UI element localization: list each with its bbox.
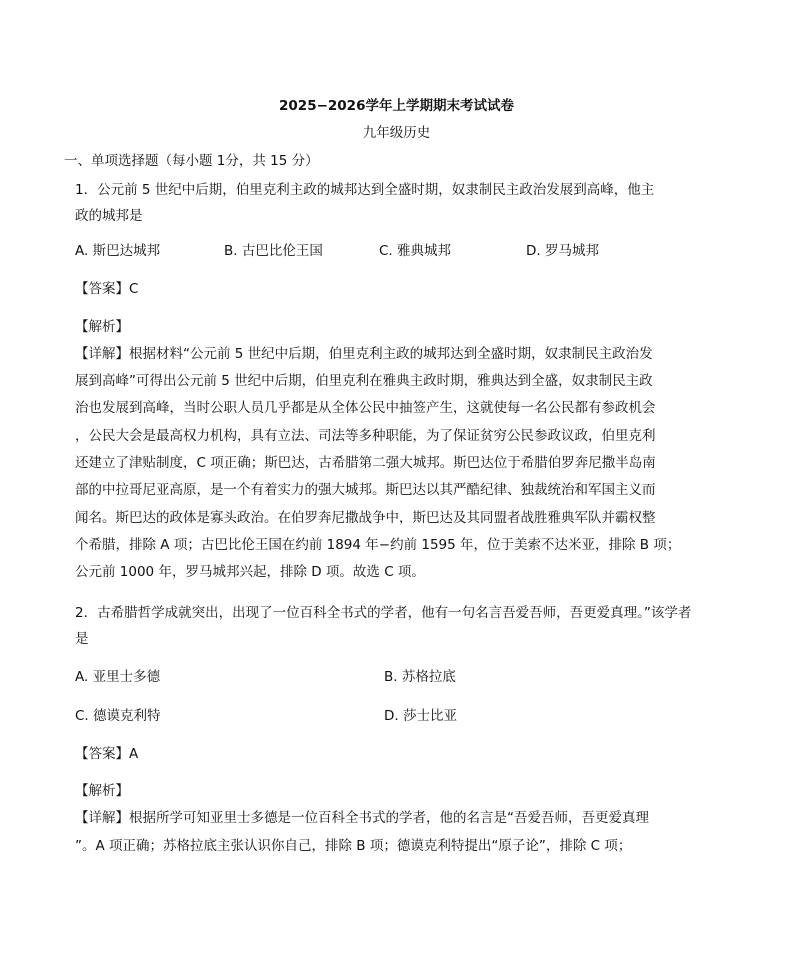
q2-option-c: C. 德谟克利特 — [75, 708, 161, 724]
q2-option-d: D. 莎士比亚 — [384, 708, 457, 724]
q1-option-b: B. 古巴比伦王国 — [224, 243, 323, 259]
q1-stem-line-2: 政的城邦是 — [75, 208, 143, 224]
q2-option-a: A. 亚里士多德 — [75, 669, 161, 685]
q2-detail-line: ”。A 项正确；苏格拉底主张认识你自己，排除 B 项；德谟克利特提出“原子论”，排除 C 项； — [75, 838, 632, 854]
q1-option-d: D. 罗马城邦 — [526, 243, 599, 259]
q1-option-c: C. 雅典城邦 — [379, 243, 452, 259]
q2-option-b: B. 苏格拉底 — [384, 669, 456, 685]
q2-analysis-label: 【解析】 — [75, 783, 129, 799]
section-heading: 一、单项选择题（每小题 1分，共 15 分） — [64, 153, 319, 169]
q2-stem-line-2: 是 — [75, 631, 89, 647]
q1-stem-line-1: 1．公元前 5 世纪中后期，伯里克利主政的城邦达到全盛时期，奴隶制民主政治发展到高峰，他主 — [75, 182, 655, 198]
q2-stem-line-1: 2．古希腊哲学成就突出，出现了一位百科全书式的学者，他有一句名言吾爱吾师，吾更爱真理。”该学者 — [75, 605, 692, 621]
q1-detail-line: 部的中拉哥尼亚高原，是一个有着实力的强大城邦。斯巴达以其严酷纪律、独裁统治和军国主义而 — [75, 482, 656, 498]
q2-answer: 【答案】A — [75, 746, 139, 762]
q1-option-a: A. 斯巴达城邦 — [75, 243, 161, 259]
q1-detail-line: ，公民大会是最高权力机构，具有立法、司法等多种职能，为了保证贫穷公民参政议政，伯里克利 — [75, 428, 656, 444]
q1-detail-line: 公元前 1000 年，罗马城邦兴起，排除 D 项。故选 C 项。 — [75, 564, 425, 580]
q1-detail-line: 闻名。斯巴达的政体是寡头政治。在伯罗奔尼撒战争中，斯巴达及其同盟者战胜雅典军队并霸权整 — [75, 510, 656, 526]
q1-answer: 【答案】C — [75, 281, 139, 297]
q1-detail-line: 个希腊，排除 A 项；古巴比伦王国在约前 1894 年−约前 1595 年，位于美索不达米亚，排除 B 项； — [75, 537, 681, 553]
exam-subtitle: 九年级历史 — [362, 125, 431, 141]
q1-detail-line: 还建立了津贴制度，C 项正确；斯巴达，古希腊第二强大城邦。斯巴达位于希腊伯罗奔尼撒半岛南 — [75, 455, 656, 471]
q1-detail-line: 展到高峰”可得出公元前 5 世纪中后期，伯里克利在雅典主政时期，雅典达到全盛，奴隶制民主政 — [75, 373, 653, 389]
q1-detail-line: 【详解】根据材料“公元前 5 世纪中后期，伯里克利主政的城邦达到全盛时期，奴隶制民主政治发 — [75, 346, 653, 362]
q1-analysis-label: 【解析】 — [75, 319, 129, 335]
q1-detail-line: 治也发展到高峰，当时公职人员几乎都是从全体公民中抽签产生，这就使每一名公民都有参政机会 — [75, 400, 656, 416]
exam-title: 2025−2026学年上学期期末考试试卷 — [279, 98, 514, 114]
q2-detail-line: 【详解】根据所学可知亚里士多德是一位百科全书式的学者，他的名言是“吾爱吾师，吾更爱真理 — [75, 810, 649, 826]
